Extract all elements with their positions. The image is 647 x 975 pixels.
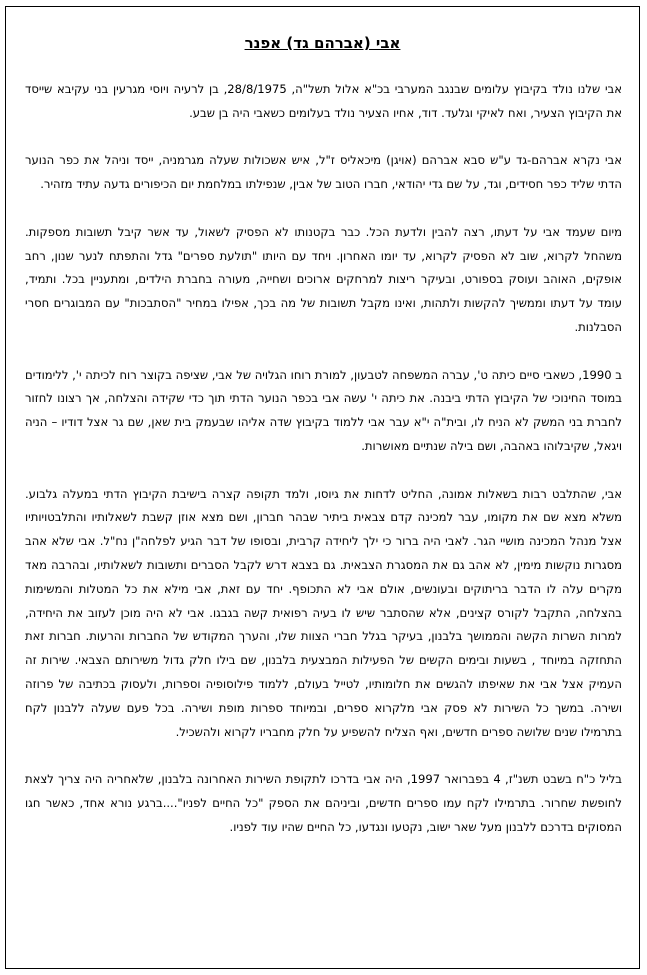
page-title: אבי (אברהם גד) אפנר (244, 34, 401, 52)
paragraph-name-origin: אבי נקרא אברהם-גד ע"ש סבא אברהם (אויגן) מיכאליס ז"ל, איש אשכולות שעלה מגרמניה, ייסד וניהל את כפר הנוער הדתי שליד כפר חסידים, וגד, על שם גדי יהודאי, חברו הטוב של אבין, שנפילתו במלחמת יום הכיפורים גדעה עתיד מזהיר. (25, 153, 622, 192)
document-frame (5, 6, 640, 969)
paragraph-birth: אבי שלנו נולד בקיבוץ עלומים שבנגב המערבי בכ"א אלול תשל"ה, 28/8/1975, בן לרעיה ויוסי מגרעין בני עקיבא שייסד את הקיבוץ הצעיר, ואח לאיקי וגלעד. דוד, אחיו הצעיר נולד בעלומים כשאבי היה בן שבע. (25, 82, 622, 120)
paragraph-childhood: מיום שעמד אבי על דעתו, רצה להבין ולדעת הכל. כבר בקטנותו לא הפסיק לשאול, עד אשר קיבל תשובות מספקות. משהחל לקרוא, שוב לא הפסיק לקרוא, עד יומו האחרון. ויחד עם היותו "תולעת ספרים" גדל והתפתח לנער שנון, רחב אופקים, האוהב ועוסק בספורט, ובעיקר ריצות למרחקים ארוכים ושחייה, מעורה בחברת הילדים, ומתעניין בכל. ותמיד, עומד על דעתו וממשיך להקשות ולתהות, ואינו מקבל תשובות של מה בכך, אפילו במחיר "הסתבכות" עם המבוגרים חסרי הסבלנות. (25, 224, 622, 334)
paragraph-army: אבי, שהתלבט רבות בשאלות אמונה, החליט לדחות את גיוסו, ולמד תקופה קצרה בישיבת הקיבוץ הדתי במעלה גלבוע. משלא מצא שם את מקומו, עבר למכינה קדם צבאית ביתיר שבהר חברון, ושם מצא אוזן קשבת לשאלותיו והתלבטויותיו אצל מנהל המכינה מושיי הגר. לאבי היה ברור כי ילך ליחידה קרבית, ובסופו של דבר הגיע לפלחה"ן נח"ל. אבי שלא אהב מסגרות נוקשות מימין, לא אהב גם את המסגרת הצבאית. גם בצבא דרש לקבל הסברים ותשובות לשאלותיו, ובהרבה מאד מקרים עלה לו הדבר בריתוקים ובעונשים, אולם אבי לא התכופף. יחד עם זאת, אבי מילא את כל המטלות והמשימות בהצלחה, התקבל לקורס קצינים, אלא שהסתבר שיש לו בעיה רפואית קשה בגבגו. אבי לא היה מוכן לעזוב את היחידה, למרות השרות הקשה והממושך בלבנון, בעיקר בגלל חברי הצוות שלו, והערך המקודש של החברות והרעות. חברות זאת התחזקה במיוחד , בשעות ובימים הקשים של הפעילות המבצעית בלבנון, שם בילו חלק גדול משירותם הצבאי. שירות זה העמיק אצל אבי את שאיפתו להגשים את חלומותיו, לטייל בעולם, ללמוד פילוסופיה וספרות, ולעסוק בכתיבה של פרוזה ושירה. במשך כל השירות לא פסק אבי מלקרוא ספרים, ובמיוחד ספרות מופת ושירה. בכל פעם שעלה ללבנון לקח בתרמילו שנים שלושה ספרים חדשים, ואף הצליח להשפיע על חלק מחבריו לקרוא ולהשכיל. (25, 486, 622, 739)
document-body (25, 78, 622, 863)
paragraph-school: ב 1990, כשאבי סיים כיתה ט', עברה המשפחה לטבעון, למורת רוחו הגלויה של אבי, שציפה בקוצר רוח לכיתה י', ללימודים במוסד החינוכי של הקיבוץ הדתי ביבנה. את כיתה י' עשה אבי בכפר הנוער הדתי תוך כדי שקידה והצלחה, אך רצונו לחזור לחברת בני המשק לא הניח לו, ובית"ה י"א עבר אבי ללמוד בקיבוץ שדה אליהו שבעמק בית שאן, שם גר אצל דודיו – הניה ויגאל, שקיבלוהו באהבה, ושם בילה שנתיים מאושרות. (25, 367, 623, 453)
paragraph-final: בליל כ"ח בשבט תשנ"ז, 4 בפברואר 1997, היה אבי בדרכו לתקופת השירות האחרונה בלבנון, שלאחריה היה צריך לצאת לחופשת שחרור. בתרמילו לקח עמו ספרים חדשים, וביניהם את הספק "כל החיים לפניו"....ברגע נורא אחד, כאשר חגו המסוקים בדרכם ללבנון מעל שאר ישוב, נקטעו ונגדעו, כל החיים שהיו עוד לפניו. (25, 772, 623, 834)
